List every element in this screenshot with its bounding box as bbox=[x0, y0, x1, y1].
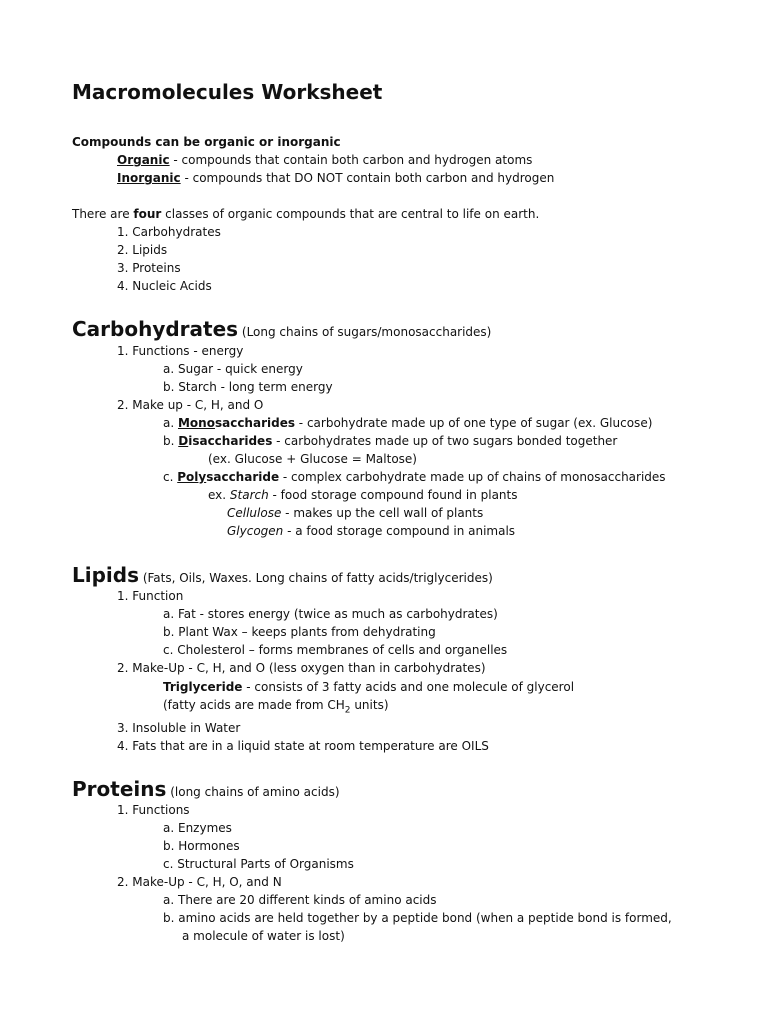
list-item: a. Sugar - quick energy bbox=[163, 362, 303, 376]
mono-suffix: saccharides bbox=[214, 416, 295, 430]
inorganic-term: Inorganic bbox=[117, 171, 181, 185]
list-item: 1. Function bbox=[117, 589, 184, 603]
list-item: b. amino acids are held together by a peptide bond (when a peptide bond is formed, bbox=[163, 911, 672, 925]
list-marker: a. bbox=[163, 416, 178, 430]
list-item: 4. Fats that are in a liquid state at room temperature are OILS bbox=[117, 739, 489, 753]
list-item: 4. Nucleic Acids bbox=[117, 279, 212, 293]
organic-term: Organic bbox=[117, 153, 170, 167]
organic-definition bbox=[117, 151, 532, 169]
disaccharides-item bbox=[163, 432, 617, 450]
list-item: 1. Carbohydrates bbox=[117, 225, 221, 239]
lipids-note: (Fats, Oils, Waxes. Long chains of fatty acids/triglycerides) bbox=[139, 571, 493, 585]
list-item: c. Cholesterol – forms membranes of cells and organelles bbox=[163, 643, 508, 657]
fatty-pre: (fatty acids are made from CH bbox=[163, 698, 345, 712]
page-title: Macromolecules Worksheet bbox=[72, 80, 383, 104]
mono-prefix: Mono bbox=[177, 416, 215, 430]
classes-count: four bbox=[133, 207, 162, 221]
list-marker: c. bbox=[163, 470, 178, 484]
poly-def: - complex carbohydrate made up of chains of monosaccharides bbox=[279, 470, 666, 484]
carbohydrates-heading bbox=[72, 316, 491, 342]
inorganic-definition bbox=[117, 169, 554, 187]
monosaccharides-item bbox=[163, 414, 652, 432]
classes-sentence bbox=[72, 205, 539, 223]
mono-def: - carbohydrate made up of one type of sugar (ex. Glucose) bbox=[294, 416, 653, 430]
lipids-title: Lipids bbox=[72, 563, 139, 587]
proteins-heading bbox=[72, 776, 340, 802]
list-item: c. Structural Parts of Organisms bbox=[163, 857, 354, 871]
cellulose-term: Cellulose bbox=[227, 506, 282, 520]
list-item: b. Hormones bbox=[163, 839, 240, 853]
list-item: b. Plant Wax – keeps plants from dehydrating bbox=[163, 625, 436, 639]
carbohydrates-title: Carbohydrates bbox=[72, 317, 239, 341]
glycogen-example bbox=[227, 522, 515, 540]
polysaccharide-item bbox=[163, 468, 666, 486]
starch-term: Starch bbox=[229, 488, 269, 502]
glycogen-def: - a food storage compound in animals bbox=[283, 524, 516, 538]
list-item: 1. Functions - energy bbox=[117, 344, 244, 358]
fatty-post: units) bbox=[350, 698, 389, 712]
triglyceride-item bbox=[163, 678, 574, 696]
list-item: 3. Proteins bbox=[117, 261, 181, 275]
triglyceride-term: Triglyceride bbox=[163, 680, 243, 694]
di-def: - carbohydrates made up of two sugars bonded together bbox=[272, 434, 618, 448]
list-marker: b. bbox=[163, 434, 179, 448]
classes-post: classes of organic compounds that are central to life on earth. bbox=[161, 207, 540, 221]
glycogen-term: Glycogen bbox=[227, 524, 284, 538]
list-item: a. There are 20 different kinds of amino acids bbox=[163, 893, 437, 907]
list-item: 2. Lipids bbox=[117, 243, 168, 257]
lipids-heading bbox=[72, 562, 493, 588]
fatty-acids-note bbox=[163, 696, 389, 714]
proteins-note: (long chains of amino acids) bbox=[166, 785, 340, 799]
poly-suffix: saccharide bbox=[206, 470, 280, 484]
triglyceride-def: - consists of 3 fatty acids and one molecule of glycerol bbox=[242, 680, 575, 694]
carbohydrates-note: (Long chains of sugars/monosaccharides) bbox=[238, 325, 492, 339]
poly-prefix: Poly bbox=[177, 470, 207, 484]
starch-def: - food storage compound found in plants bbox=[268, 488, 518, 502]
intro-heading: Compounds can be organic or inorganic bbox=[72, 135, 341, 149]
proteins-title: Proteins bbox=[72, 777, 167, 801]
list-item: 3. Insoluble in Water bbox=[117, 721, 241, 735]
list-item: a. Fat - stores energy (twice as much as carbohydrates) bbox=[163, 607, 498, 621]
list-item: a. Enzymes bbox=[163, 821, 232, 835]
list-item-continuation: a molecule of water is lost) bbox=[182, 929, 345, 943]
starch-example bbox=[208, 486, 517, 504]
disaccharides-example: (ex. Glucose + Glucose = Maltose) bbox=[208, 452, 417, 466]
di-suffix: isaccharides bbox=[188, 434, 273, 448]
list-item: 2. Make-Up - C, H, and O (less oxygen than in carbohydrates) bbox=[117, 661, 486, 675]
list-item: 2. Make-Up - C, H, O, and N bbox=[117, 875, 282, 889]
inorganic-def: - compounds that DO NOT contain both carbon and hydrogen bbox=[180, 171, 555, 185]
ex-prefix: ex. bbox=[208, 488, 230, 502]
organic-def: - compounds that contain both carbon and hydrogen atoms bbox=[169, 153, 533, 167]
list-item: 1. Functions bbox=[117, 803, 190, 817]
di-prefix: D bbox=[178, 434, 189, 448]
list-item: b. Starch - long term energy bbox=[163, 380, 333, 394]
fatty-subscript: 2 bbox=[344, 705, 351, 716]
list-item: 2. Make up - C, H, and O bbox=[117, 398, 264, 412]
classes-pre: There are bbox=[72, 207, 134, 221]
cellulose-def: - makes up the cell wall of plants bbox=[281, 506, 484, 520]
cellulose-example bbox=[227, 504, 483, 522]
